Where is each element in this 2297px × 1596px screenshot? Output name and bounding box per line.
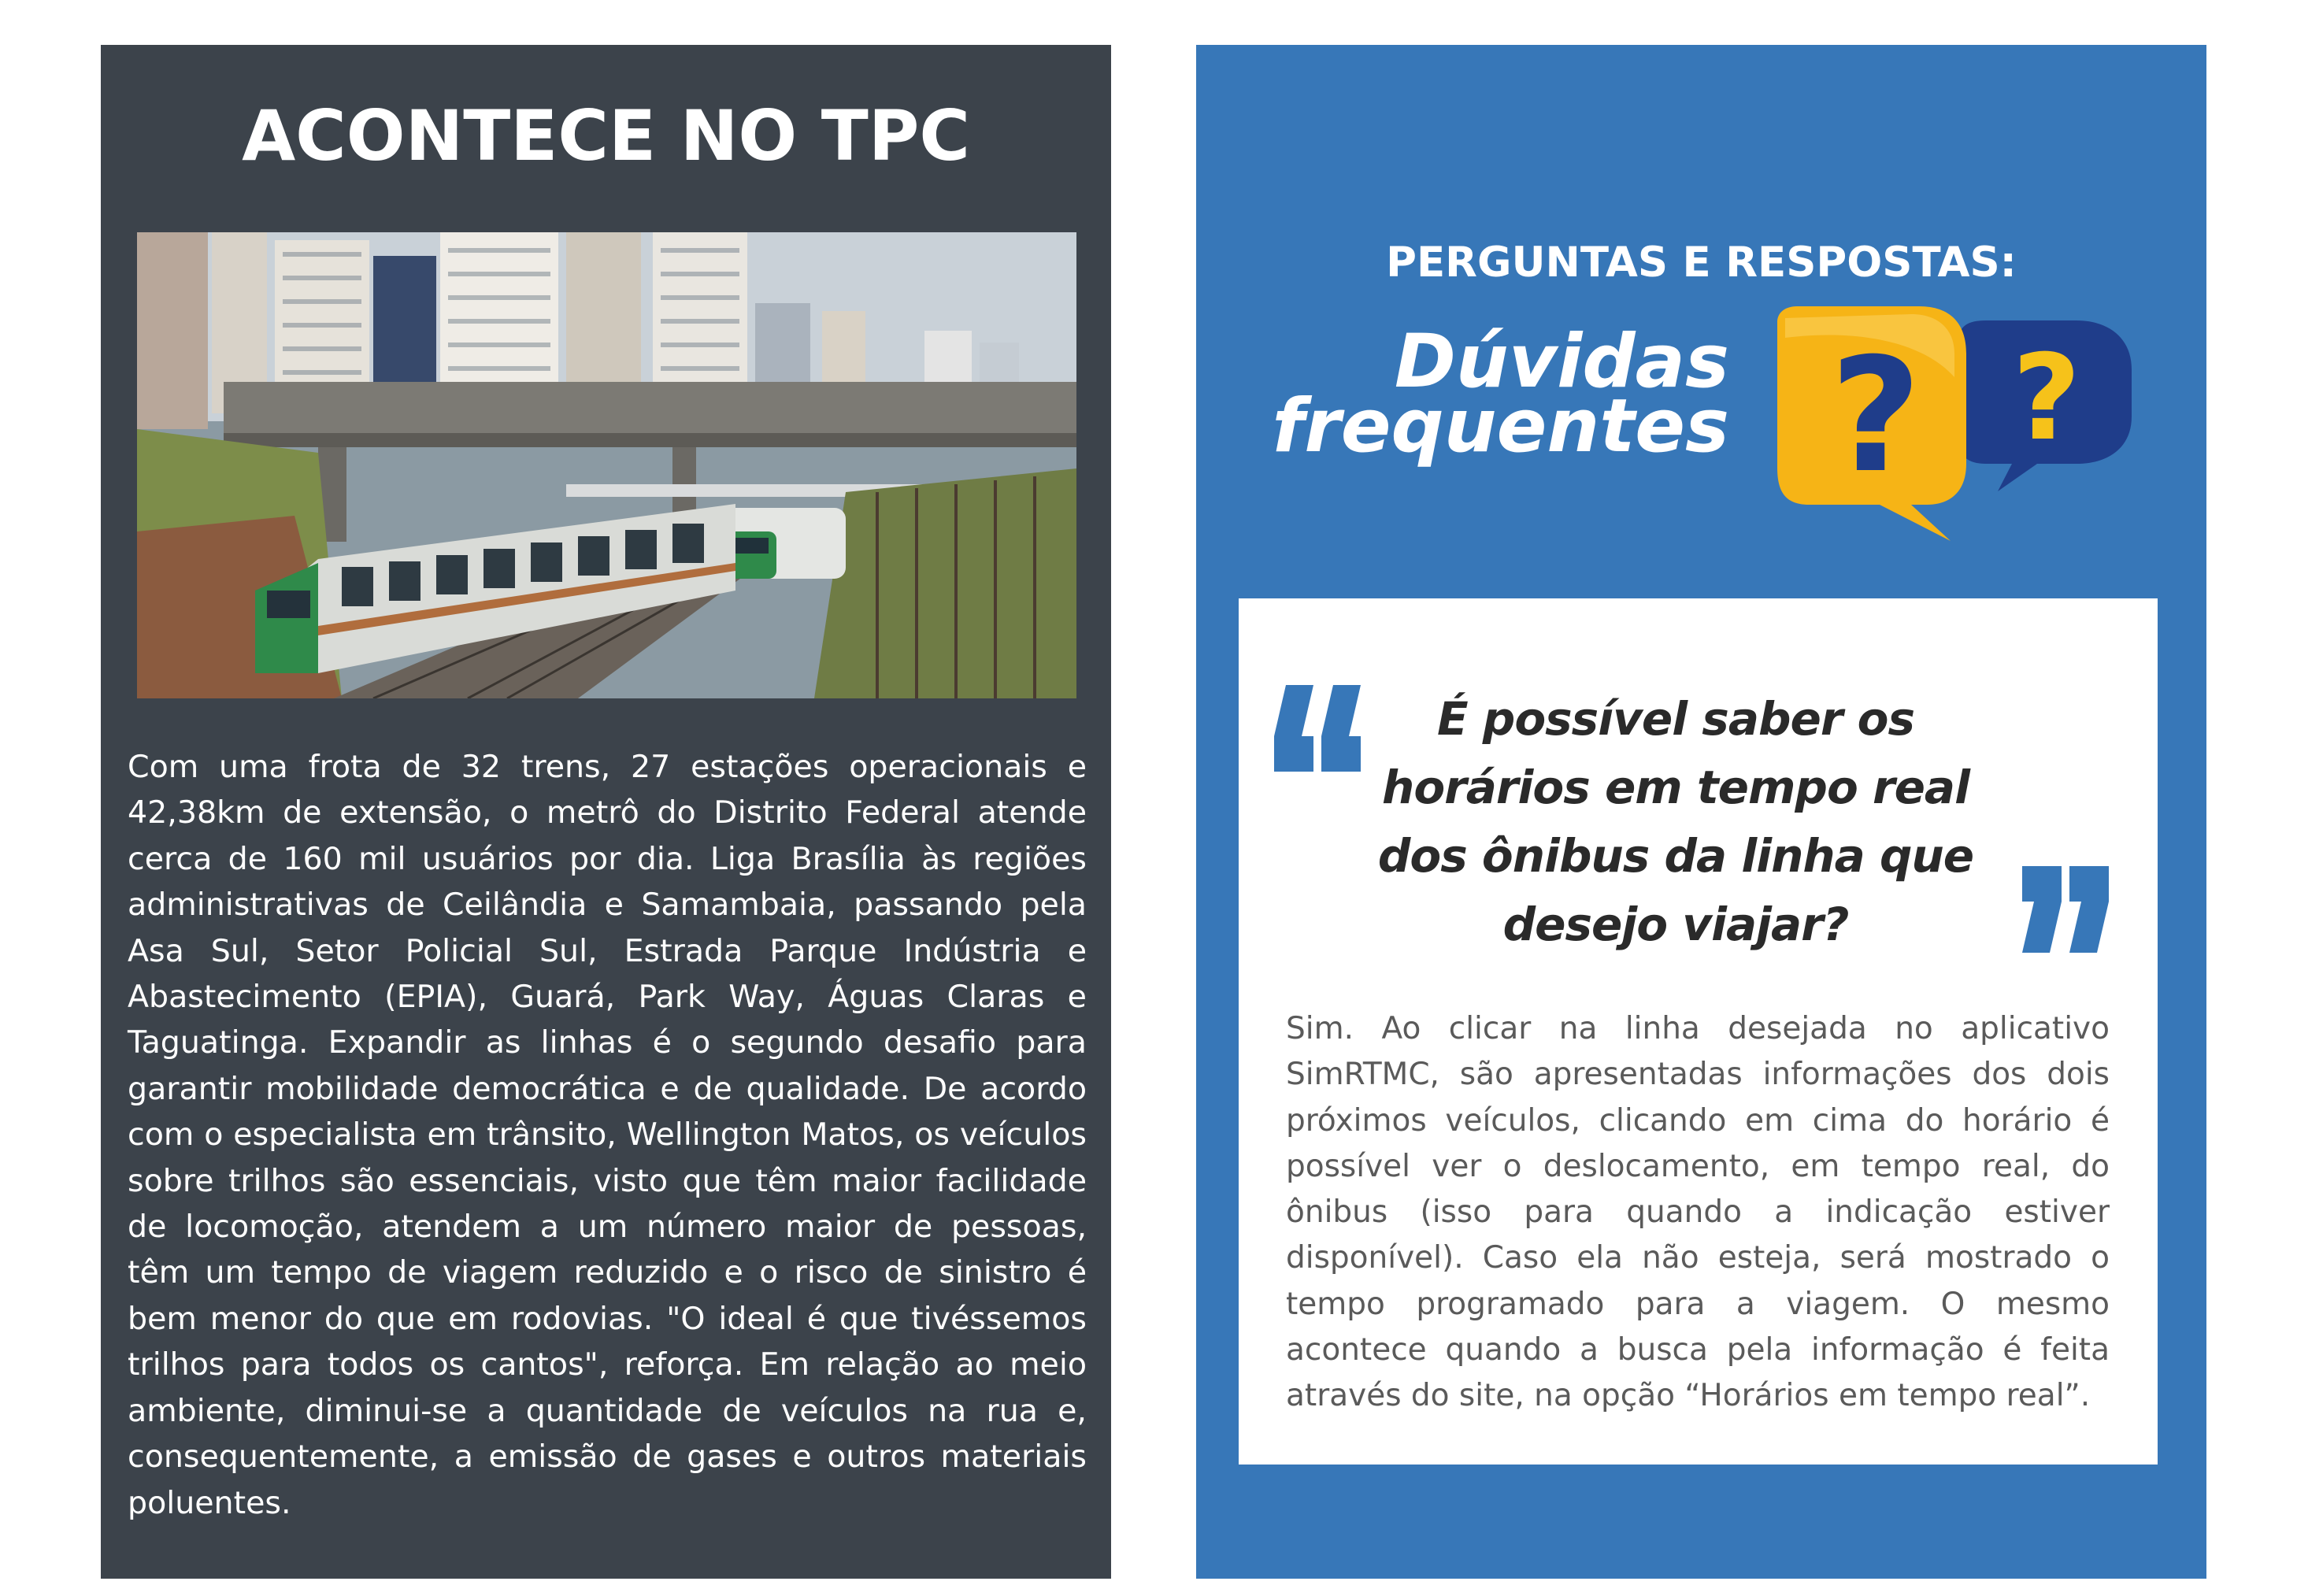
question-bubbles-icon xyxy=(1762,306,2132,542)
faq-question: É possível saber os horários em tempo real dos ônibus da linha que desejo viajar? xyxy=(1377,692,1974,951)
faq-answer: Sim. Ao clicar na linha desejada no aplicativo SimRTMC, são apresentadas informações dos dois próximos veículos, clicando em cima do horário é possível ver o deslocamento, em tempo real, do ônibus (isso para quando a indicação estiver disponível). Caso ela não esteja, será mostrado o tempo programado para a viagem. O mesmo acontece quando a busca pela informação é feita através do site, na opção “Horários em tempo real”. xyxy=(1286,1011,2110,1414)
svg-text:?: ? xyxy=(1829,324,1922,508)
faq-heading-line-2: frequentes xyxy=(1272,383,1729,469)
close-quote-icon xyxy=(2018,858,2121,964)
faq-card xyxy=(1239,598,2158,1465)
news-body: Com uma frota de 32 trens, 27 estações operacionais e 42,38km de extensão, o metrô do Distrito Federal atende cerca de 160 mil usuários por dia. Liga Brasília às regiões administrativas de Ceilândia e Samambaia, passando pela Asa Sul, Setor Policial Sul, Estrada Parque Indústria e Abastecimento (EPIA), Guará, Park Way, Águas Claras e Taguatinga. Expandir as linhas é o segundo desafio para garantir mobilidade democrática e de qualidade. De acordo com o especialista em trânsito, Wellington Matos, os veículos sobre trilhos são essenciais, visto que têm maior facilidade de locomoção, atendem a um número maior de pessoas, têm um tempo de viagem reduzido e o risco de sinistro é bem menor do que em rodovias. "O ideal é que tivéssemos trilhos para todos os cantos", reforça. Em relação ao meio ambiente, diminui-se a quantidade de veículos na rua e, consequentemente, a emissão de gases e outros materiais poluentes. xyxy=(128,749,1087,1521)
faq-kicker: PERGUNTAS E RESPOSTAS: xyxy=(1386,239,2017,287)
metro-train-photo xyxy=(137,232,1076,698)
faq-heading-line-1: Dúvidas xyxy=(1394,319,1729,405)
faq-heading xyxy=(1272,319,1729,469)
news-panel xyxy=(101,45,1111,1579)
svg-text:?: ? xyxy=(2012,330,2081,467)
faq-panel xyxy=(1196,45,2206,1579)
news-title: ACONTECE NO TPC xyxy=(242,95,970,176)
